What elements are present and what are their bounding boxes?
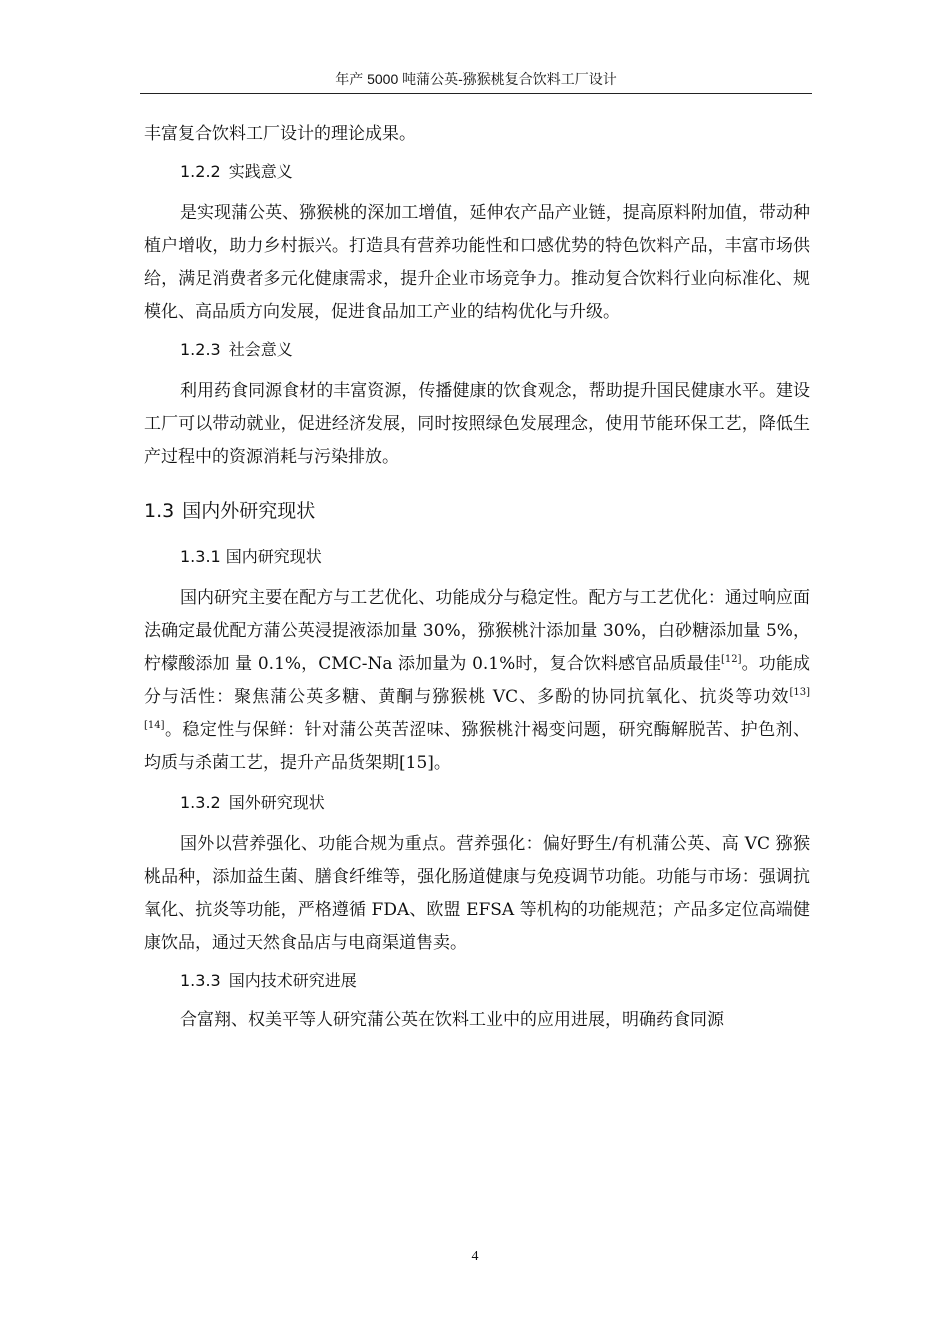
paragraph-social-significance: 利用药食同源食材的丰富资源，传播健康的饮食观念，帮助提升国民健康水平。建设工厂可以带动就业，促进经济发展，同时按照绿色发展理念，使用节能环保工艺，降低生产过程中的资源消耗与污染排放。 bbox=[144, 381, 810, 467]
section-number: 1.2.3 bbox=[180, 340, 221, 359]
section-heading-1-3-3 bbox=[144, 966, 810, 996]
paragraph-practical-significance: 是实现蒲公英、猕猴桃的深加工增值，延伸农产品产业链，提高原料附加值，带动种植户增收，助力乡村振兴。打造具有营养功能性和口感优势的特色饮料产品，丰富市场供给，满足消费者多元化健康需求，提升企业市场竞争力。推动复合饮料行业向标准化、规模化、高品质方向发展，促进食品加工产业的结构优化与升级。 bbox=[144, 203, 810, 322]
header-divider bbox=[140, 93, 812, 94]
section-heading-1-2-3 bbox=[144, 335, 810, 365]
section-heading-1-3 bbox=[144, 496, 810, 526]
section-number: 1.2.2 bbox=[180, 162, 221, 181]
paragraph-text: 。稳定性与保鲜：针对蒲公英苦涩味、猕猴桃汁褐变问题，研究酶解脱苦、护色剂、均质与杀菌工艺，提升产品货架期[15]。 bbox=[144, 720, 810, 773]
running-header: 年产 5000 吨蒲公英-猕猴桃复合饮料工厂设计 bbox=[335, 71, 617, 87]
section-title: 国内外研究现状 bbox=[182, 500, 316, 522]
paragraph-tech-progress: 合富翔、权美平等人研究蒲公英在饮料工业中的应用进展，明确药食同源 bbox=[180, 1010, 724, 1030]
section-heading-1-3-2 bbox=[144, 788, 810, 818]
paragraph-text: 国内研究主要在配方与工艺优化、功能成分与稳定性。配方与工艺优化：通过响应面法确定最优配方蒲公英浸提液添加量 30%，猕猴桃汁添加量 30%，白砂糖添加量 5%，柠檬酸添加 量 0.1%，CMC-Na 添加量为 0.1%时，复合饮料感官品质最佳 bbox=[144, 588, 810, 674]
page-number: 4 bbox=[471, 1249, 479, 1264]
section-title: 社会意义 bbox=[228, 340, 293, 359]
section-number: 1.3.2 bbox=[180, 793, 221, 812]
citation-ref: [13][14] bbox=[144, 687, 810, 731]
paragraph-domestic-research bbox=[144, 582, 810, 780]
section-title: 实践意义 bbox=[228, 162, 293, 181]
section-number: 1.3 bbox=[144, 500, 175, 522]
section-title: 国内技术研究进展 bbox=[228, 971, 357, 990]
paragraph-text: 。功能成分与活性：聚焦蒲公英多糖、黄酮与猕猴桃 VC、多酚的协同抗氧化、抗炎等功效 bbox=[144, 654, 811, 707]
page-body bbox=[144, 118, 810, 1037]
section-heading-1-3-1: 1.3.1 国内研究现状 bbox=[180, 547, 322, 566]
paragraph-foreign-research: 国外以营养强化、功能合规为重点。营养强化：偏好野生/有机蒲公英、高 VC 猕猴桃品种，添加益生菌、膳食纤维等，强化肠道健康与免疫调节功能。功能与市场：强调抗氧化、抗炎等功能，严格遵循 FDA、欧盟 EFSA 等机构的功能规范；产品多定位高端健康饮品，通过天然食品店与电商渠道售卖。 bbox=[144, 834, 810, 953]
section-heading-1-2-2 bbox=[144, 157, 810, 187]
section-title: 国外研究现状 bbox=[228, 793, 325, 812]
citation-ref: [12] bbox=[720, 654, 742, 665]
paragraph-continuation: 丰富复合饮料工厂设计的理论成果。 bbox=[144, 124, 416, 144]
section-number: 1.3.3 bbox=[180, 971, 221, 990]
